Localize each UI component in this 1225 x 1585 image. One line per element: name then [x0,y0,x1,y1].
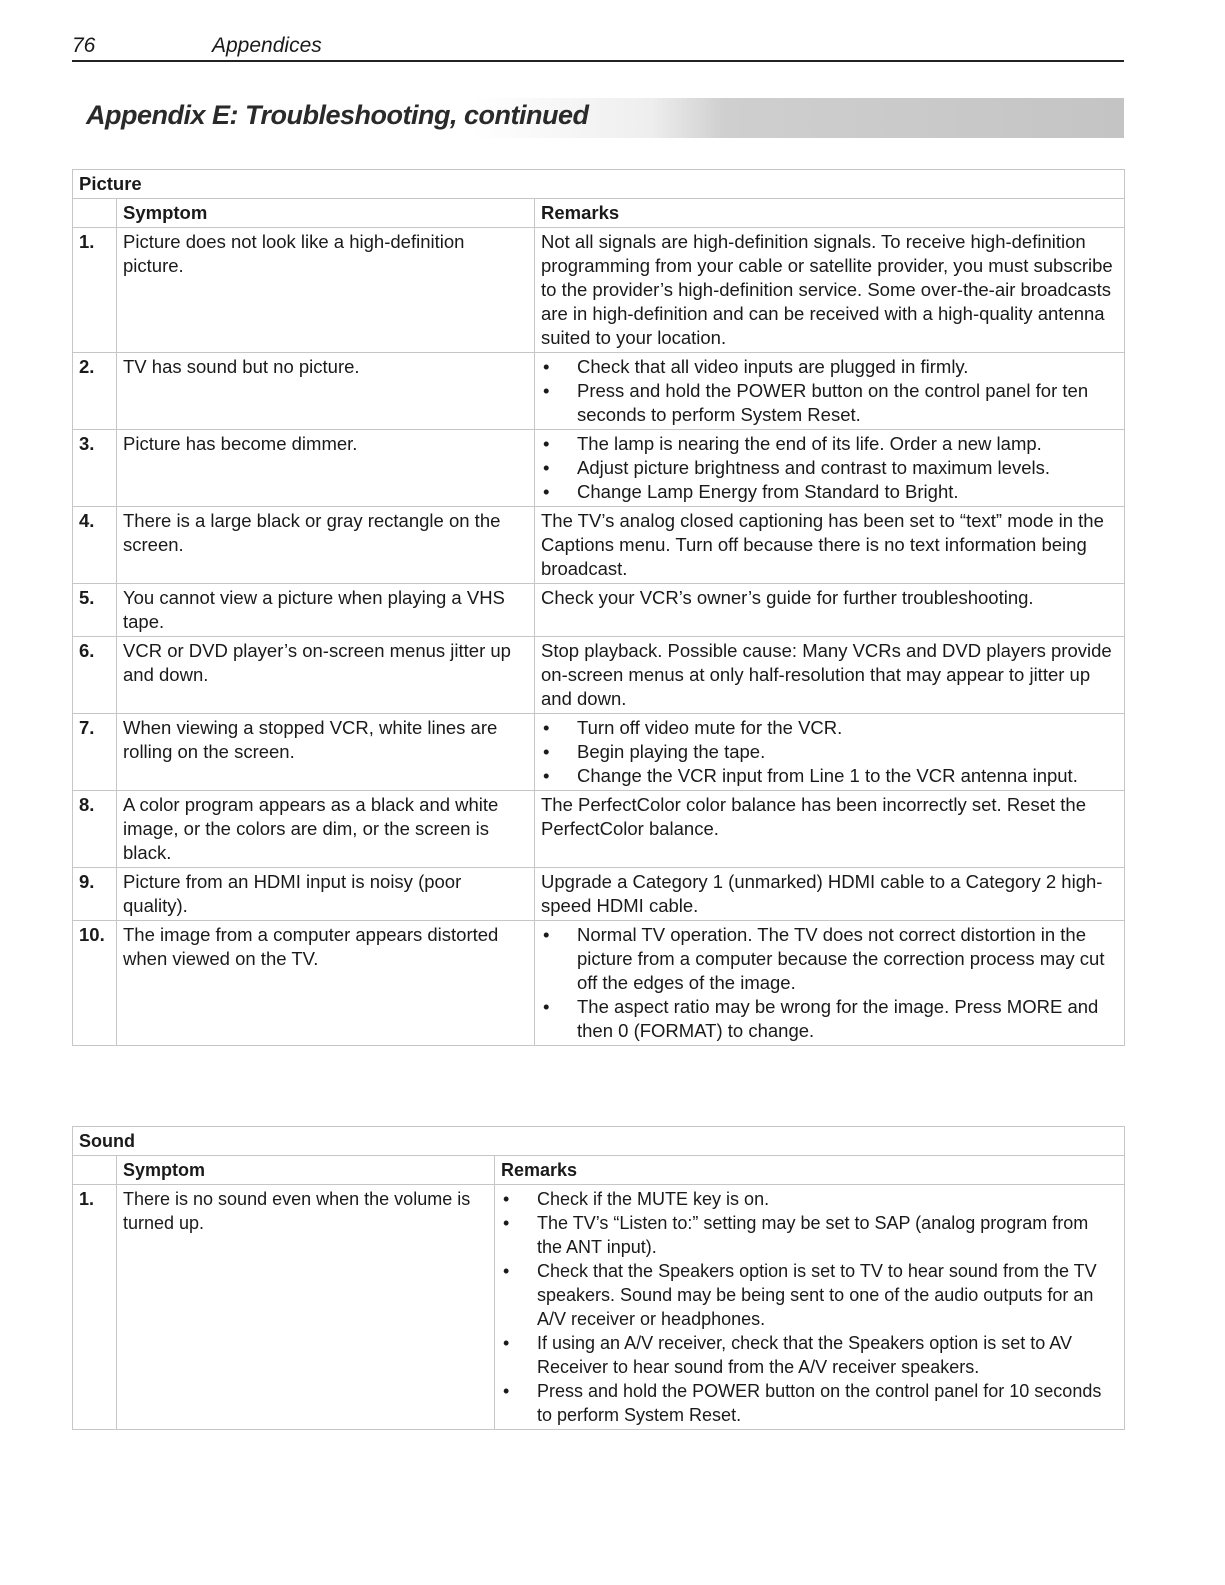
remarks-item-text: If using an A/V receiver, check that the Speakers option is set to AV Receiver to hear sound from the A/V receiver speakers. [537,1333,1072,1377]
symptom-header: Symptom [117,1156,495,1185]
remarks-list [541,716,1118,788]
remarks-cell: Not all signals are high-definition signals. To receive high-definition programming from your cable or satellite provider, you must subscribe to the provider’s high-definition service. Some over-the-air broadcasts are in high-definition and can be received with a high-quality antenna suited to your location. [535,228,1125,353]
remarks-list-item [501,1211,1118,1259]
bullet-icon: • [543,741,550,762]
remarks-cell: Upgrade a Category 1 (unmarked) HDMI cable to a Category 2 high-speed HDMI cable. [535,868,1125,921]
picture-troubleshooting-table [72,169,1125,1046]
symptom-cell: Picture from an HDMI input is noisy (poor quality). [117,868,535,921]
bullet-icon: • [503,1213,510,1233]
bullet-icon: • [543,765,550,786]
bullet-icon: • [543,996,550,1017]
remarks-list-item [501,1259,1118,1331]
row-number: 4. [73,507,117,584]
table-row [73,868,1125,921]
table-row [73,714,1125,791]
remarks-list-item [501,1187,1118,1211]
row-number: 5. [73,584,117,637]
remarks-cell [535,430,1125,507]
remarks-list-item [541,716,1118,740]
remarks-item-text: Change Lamp Energy from Standard to Bright. [577,481,959,502]
remarks-list-item [541,432,1118,456]
remarks-cell: The TV’s analog closed captioning has been set to “text” mode in the Captions menu. Turn off because there is no text information being broadcast. [535,507,1125,584]
remarks-item-text: Check if the MUTE key is on. [537,1189,770,1209]
remarks-list [541,355,1118,427]
remarks-item-text: Adjust picture brightness and contrast to maximum levels. [577,457,1050,478]
remarks-item-text: Turn off video mute for the VCR. [577,717,843,738]
remarks-list [541,923,1118,1043]
remarks-item-text: Press and hold the POWER button on the control panel for 10 seconds to perform System Reset. [537,1381,1102,1425]
table-row [73,228,1125,353]
remarks-item-text: Check that the Speakers option is set to TV to hear sound from the TV speakers. Sound may be being sent to one of the audio outputs for an A/V receiver or headphones. [537,1261,1097,1329]
page-number: 76 [72,34,96,57]
symptom-cell: A color program appears as a black and white image, or the colors are dim, or the screen is black. [117,791,535,868]
remarks-cell [535,921,1125,1046]
remarks-list-item [541,480,1118,504]
remarks-item-text: Press and hold the POWER button on the control panel for ten seconds to perform System Reset. [577,380,1089,425]
table-row [73,921,1125,1046]
bullet-icon: • [543,380,550,401]
page-header [72,34,1124,62]
row-number: 7. [73,714,117,791]
bullet-icon: • [543,457,550,478]
bullet-icon: • [543,433,550,454]
remarks-item-text: The aspect ratio may be wrong for the image. Press MORE and then 0 (FORMAT) to change. [577,996,1099,1041]
remarks-list-item [541,456,1118,480]
row-number: 3. [73,430,117,507]
symptom-cell: There is no sound even when the volume is turned up. [117,1185,495,1430]
remarks-cell [535,353,1125,430]
row-number: 1. [73,1185,117,1430]
symptom-cell: There is a large black or gray rectangle on the screen. [117,507,535,584]
section-heading: Sound [73,1127,1125,1156]
remarks-list-item [541,764,1118,788]
symptom-header: Symptom [117,199,535,228]
table-row [73,507,1125,584]
blank-cell [73,199,117,228]
table-section-row [73,170,1125,199]
table-header-row [73,1156,1125,1185]
table-row [73,353,1125,430]
remarks-list-item [501,1331,1118,1379]
remarks-cell: Stop playback. Possible cause: Many VCRs and DVD players provide on-screen menus at only half-resolution that may appear to jitter up and down. [535,637,1125,714]
section-heading: Picture [73,170,1125,199]
remarks-item-text: Change the VCR input from Line 1 to the VCR antenna input. [577,765,1078,786]
table-row [73,1185,1125,1430]
symptom-cell: VCR or DVD player’s on-screen menus jitter up and down. [117,637,535,714]
remarks-list-item [541,995,1118,1043]
remarks-cell: Check your VCR’s owner’s guide for further troubleshooting. [535,584,1125,637]
row-number: 6. [73,637,117,714]
symptom-cell: You cannot view a picture when playing a VHS tape. [117,584,535,637]
remarks-list [541,432,1118,504]
symptom-cell: Picture does not look like a high-definition picture. [117,228,535,353]
bullet-icon: • [543,717,550,738]
remarks-list-item [501,1379,1118,1427]
remarks-list [501,1187,1118,1427]
remarks-item-text: The TV’s “Listen to:” setting may be set to SAP (analog program from the ANT input). [537,1213,1089,1257]
bullet-icon: • [503,1333,510,1353]
table-header-row [73,199,1125,228]
bullet-icon: • [503,1381,510,1401]
table-row [73,430,1125,507]
bullet-icon: • [503,1189,510,1209]
remarks-header: Remarks [495,1156,1125,1185]
remarks-list-item [541,740,1118,764]
table-section-row [73,1127,1125,1156]
remarks-list-item [541,923,1118,995]
table-row [73,637,1125,714]
remarks-list-item [541,355,1118,379]
remarks-item-text: Check that all video inputs are plugged in firmly. [577,356,969,377]
bullet-icon: • [543,481,550,502]
row-number: 10. [73,921,117,1046]
remarks-cell [495,1185,1125,1430]
bullet-icon: • [543,356,550,377]
remarks-item-text: The lamp is nearing the end of its life. Order a new lamp. [577,433,1042,454]
row-number: 1. [73,228,117,353]
appendix-banner [72,98,1124,138]
symptom-cell: TV has sound but no picture. [117,353,535,430]
remarks-cell: The PerfectColor color balance has been incorrectly set. Reset the PerfectColor balance. [535,791,1125,868]
remarks-cell [535,714,1125,791]
appendix-title: Appendix E: Troubleshooting, continued [86,100,589,130]
row-number: 2. [73,353,117,430]
row-number: 8. [73,791,117,868]
row-number: 9. [73,868,117,921]
sound-troubleshooting-table [72,1126,1125,1430]
symptom-cell: The image from a computer appears distorted when viewed on the TV. [117,921,535,1046]
symptom-cell: Picture has become dimmer. [117,430,535,507]
remarks-item-text: Normal TV operation. The TV does not correct distortion in the picture from a computer because the correction process may cut off the edges of the image. [577,924,1105,993]
remarks-list-item [541,379,1118,427]
bullet-icon: • [503,1261,510,1281]
table-row [73,791,1125,868]
blank-cell [73,1156,117,1185]
symptom-cell: When viewing a stopped VCR, white lines are rolling on the screen. [117,714,535,791]
table-row [73,584,1125,637]
bullet-icon: • [543,924,550,945]
remarks-item-text: Begin playing the tape. [577,741,766,762]
section-name: Appendices [212,34,322,57]
remarks-header: Remarks [535,199,1125,228]
